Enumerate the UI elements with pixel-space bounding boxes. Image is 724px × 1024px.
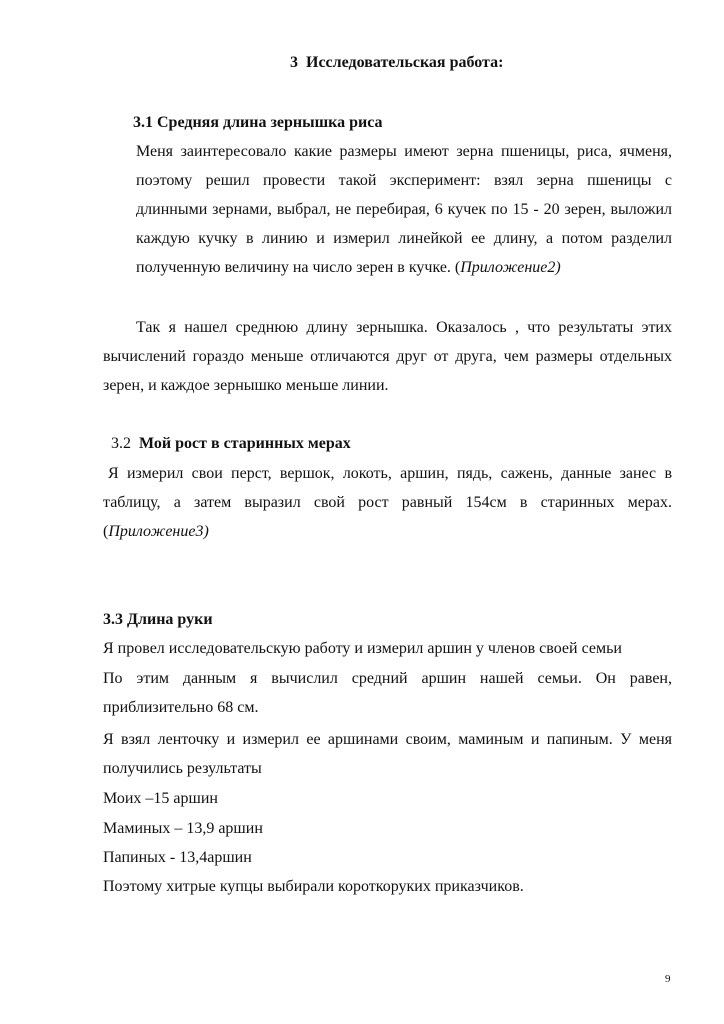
section-3-3-heading: 3.3 Длина руки (103, 611, 213, 628)
section-3-2-appendix-ref: Приложение3) (108, 523, 209, 540)
section-3-1-appendix-open: ( (454, 259, 461, 276)
section-3-1-appendix-ref: Приложение2) (460, 259, 561, 276)
result-mom: Маминых – 13,9 аршин (103, 820, 263, 837)
page-number: 9 (665, 973, 671, 985)
section-3-2-heading (111, 429, 351, 458)
section-3-3-line-1: Я провел исследовательскую работу и измерил аршин у членов своей семьи (103, 640, 622, 657)
section-3-3-paragraph-2: По этим данным я вычислил средний аршин нашей семьи. Он равен, приблизительно 68 см. (103, 670, 672, 716)
result-dad: Папиных - 13,4аршин (103, 849, 252, 866)
title-number: 3 (290, 54, 298, 71)
title-text: Исследовательская работа: (306, 54, 504, 71)
section-3-1-heading: 3.1 Средняя длина зернышка риса (133, 114, 383, 131)
page-title (290, 48, 503, 77)
section-3-3-conclusion: Поэтому хитрые купцы выбирали короткоруких приказчиков. (103, 878, 524, 895)
section-3-2-heading-text: Мой рост в старинных мерах (139, 435, 351, 452)
section-3-1-paragraph-1-text: Меня заинтересовало какие размеры имеют зерна пшеницы, риса, ячменя, поэтому решил провести такой эксперимент: взял зерна пшеницы с длинными зернами, выбрал, не перебирая, 6 кучек по 15 - 20 зерен, выложил каждую кучку в линию и измерил линейкой ее длину, а потом разделил полученную величину на число зерен в кучке. (136, 143, 672, 276)
section-3-2-appendix-open: ( (103, 523, 109, 540)
section-3-2-paragraph-text: Я измерил свои перст, вершок, локоть, аршин, пядь, сажень, данные занес в таблицу, а затем выразил свой рост равный 154см в старинных мерах. (103, 465, 672, 511)
section-3-1-paragraph-1 (136, 137, 672, 282)
section-3-2-paragraph (103, 459, 672, 546)
section-3-1-paragraph-2: Так я нашел среднюю длину зернышка. Оказалось , что результаты этих вычислений гораздо меньше отличаются друг от друга, чем размеры отдельных зерен, и каждое зернышко меньше линии. (103, 319, 672, 394)
section-3-2-heading-number: 3.2 (111, 435, 131, 452)
section-3-3-paragraph-3: Я взял ленточку и измерил ее аршинами своим, маминым и папиным. У меня получились результаты (103, 731, 672, 777)
result-mine: Моих –15 аршин (103, 790, 218, 807)
